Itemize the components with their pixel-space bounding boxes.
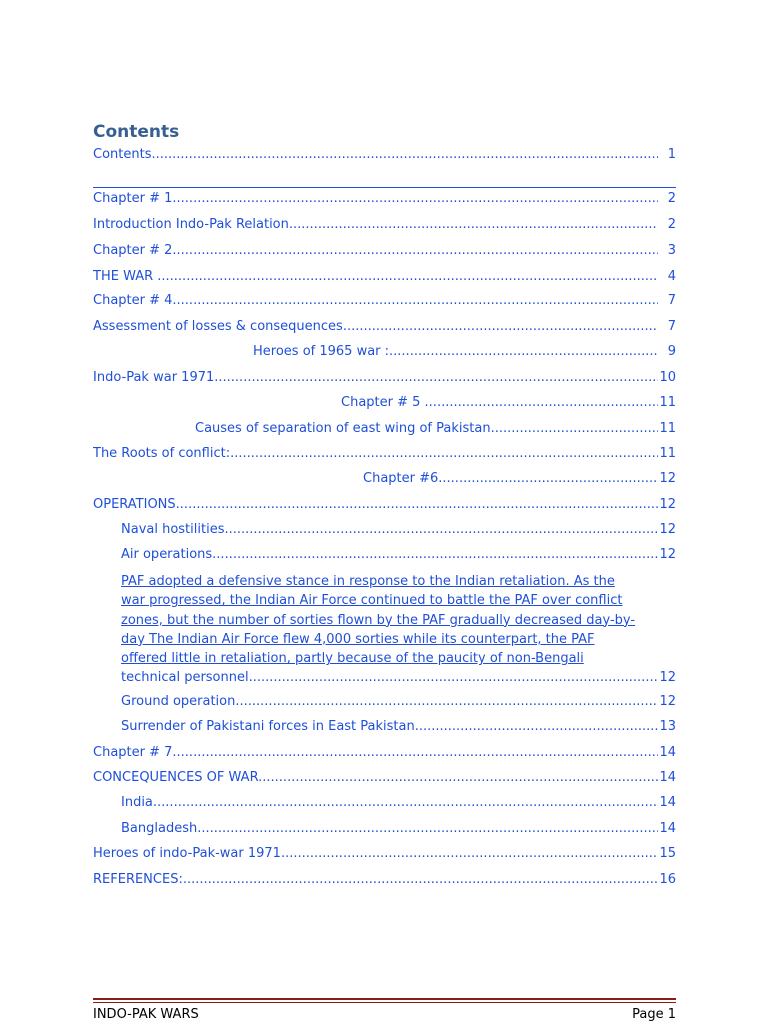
toc-entry-text: Chapter # 2 (93, 243, 173, 258)
toc-entry[interactable] (121, 669, 676, 687)
toc-entry[interactable] (93, 693, 676, 711)
toc-entry-page: 10 (659, 370, 676, 385)
toc-entry[interactable] (93, 718, 676, 736)
toc-entry-leader (93, 521, 658, 539)
toc-entry-page: 1 (667, 147, 676, 162)
toc-entry-text: Chapter # 7 (93, 745, 173, 760)
toc-entry-text: India (93, 795, 153, 810)
toc-entry-page: 12 (659, 471, 676, 486)
toc-entry[interactable] (93, 496, 676, 514)
toc-entry-leader (93, 292, 658, 310)
toc-entry[interactable] (93, 242, 676, 260)
toc-entry-line: offered little in retaliation, partly because of the paucity of non-Bengali (121, 651, 584, 667)
footer-rule-thick (93, 998, 676, 1000)
toc-entry-page: 7 (667, 293, 676, 308)
toc-entry-page: 12 (659, 694, 676, 709)
footer-title: INDO-PAK WARS (93, 1007, 199, 1022)
toc-entry[interactable] (93, 769, 676, 787)
toc-entry-line: PAF adopted a defensive stance in response to the Indian retaliation. As the (121, 574, 615, 589)
toc-entry-leader (93, 845, 658, 863)
toc-entry[interactable] (93, 546, 676, 564)
toc-entry-page: 14 (659, 795, 676, 810)
toc-entry-text: Assessment of losses & consequences (93, 319, 343, 334)
toc-entry-leader (93, 718, 658, 736)
toc-entry-text: Contents (93, 147, 152, 162)
toc-entry[interactable] (93, 445, 676, 463)
toc-entry-leader (93, 871, 658, 889)
toc-entry-text: Air operations (93, 547, 212, 562)
toc-entry-line: zones, but the number of sorties flown by the PAF gradually decreased day-by- (121, 612, 636, 628)
toc-entry-page: 2 (667, 191, 676, 206)
footer-rule-thin (93, 1002, 676, 1003)
toc-entry-page: 3 (667, 243, 676, 258)
toc-entry-text: technical personnel (121, 669, 249, 685)
toc-entry-text: The Roots of conflict: (93, 446, 231, 461)
toc-entry-text: Surrender of Pakistani forces in East Pakistan (93, 719, 415, 734)
toc-entry-page: 12 (659, 522, 676, 537)
toc-entry-page: 9 (667, 344, 676, 359)
toc-entry[interactable] (93, 343, 676, 361)
toc-entry-page: 14 (659, 745, 676, 760)
toc-entry-page: 4 (667, 269, 676, 284)
toc-entry-leader (93, 420, 658, 438)
toc-entry-leader (93, 546, 658, 564)
toc-entry-text: THE WAR (93, 269, 158, 284)
toc-entry-text: Naval hostilities (93, 522, 224, 537)
footer-page-number: Page 1 (632, 1007, 676, 1022)
toc-entry-text: Chapter # 1 (93, 191, 173, 206)
toc-entry[interactable] (93, 470, 676, 488)
toc-entry[interactable] (93, 318, 676, 336)
toc-entry[interactable] (93, 146, 676, 164)
toc-entry[interactable] (93, 190, 676, 208)
toc-entry[interactable] (93, 292, 676, 310)
toc-entry-line: day The Indian Air Force flew 4,000 sorties while its counterpart, the PAF (121, 631, 595, 647)
toc-entry-leader (93, 794, 658, 812)
toc-entry[interactable] (93, 744, 676, 762)
toc-entry-leader (93, 242, 658, 260)
toc-entry[interactable] (93, 420, 676, 438)
toc-entry-text: CONCEQUENCES OF WAR (93, 770, 259, 785)
toc-entry-page: 2 (667, 217, 676, 232)
toc-entry-leader (93, 343, 658, 361)
toc-entry-page: 12 (659, 669, 676, 685)
toc-entry-text: Ground operation (93, 694, 235, 709)
toc-entry-leader (93, 470, 658, 488)
toc-entry-leader (93, 744, 658, 762)
toc-entry-leader (93, 146, 658, 164)
toc-entry-page: 11 (659, 421, 676, 436)
toc-entry-leader (93, 769, 658, 787)
toc-entry-page: 7 (667, 319, 676, 334)
toc-entry-leader (93, 496, 658, 514)
toc-entry[interactable] (93, 820, 676, 838)
toc-entry-text: Chapter # 4 (93, 293, 173, 308)
toc-entry-page: 14 (659, 821, 676, 836)
toc-entry-page: 12 (659, 547, 676, 562)
toc-entry-multiline[interactable] (121, 572, 676, 668)
toc-entry[interactable] (93, 394, 676, 412)
toc-entry[interactable] (93, 268, 676, 286)
toc-entry[interactable] (93, 369, 676, 387)
toc-entry-leader (93, 268, 658, 286)
toc-entry-leader (93, 318, 658, 336)
toc-entry[interactable] (93, 216, 676, 234)
toc-blank-line-rule (93, 187, 676, 188)
toc-entry-leader (93, 190, 658, 208)
toc-entry-text: Indo-Pak war 1971 (93, 370, 215, 385)
toc-entry[interactable] (93, 871, 676, 889)
toc-entry-leader (93, 820, 658, 838)
toc-entry-line: war progressed, the Indian Air Force continued to battle the PAF over conflict (121, 593, 623, 609)
toc-entry[interactable] (93, 521, 676, 539)
toc-entry-text: Chapter #6 (93, 471, 438, 486)
toc-entry-text: Introduction Indo-Pak Relation (93, 217, 289, 232)
toc-entry[interactable] (93, 794, 676, 812)
toc-entry-text: Heroes of indo-Pak-war 1971 (93, 846, 281, 861)
toc-entry-text: Causes of separation of east wing of Pakistan (93, 421, 491, 436)
toc-entry-text: Chapter # 5 (93, 395, 425, 410)
toc-entry-text: OPERATIONS (93, 497, 176, 512)
toc-entry-leader (93, 693, 658, 711)
toc-entry-page: 14 (659, 770, 676, 785)
toc-heading: Contents (93, 122, 180, 142)
toc-entry-text: Heroes of 1965 war : (93, 344, 389, 359)
toc-entry-leader (121, 669, 658, 687)
toc-entry-leader (93, 369, 658, 387)
toc-entry-page: 15 (659, 846, 676, 861)
toc-entry-leader (93, 216, 658, 234)
toc-entry-page: 16 (659, 872, 676, 887)
toc-entry[interactable] (93, 845, 676, 863)
toc-entry-page: 11 (659, 395, 676, 410)
toc-entry-page: 12 (659, 497, 676, 512)
toc-entry-text: Bangladesh (93, 821, 197, 836)
toc-entry-page: 11 (659, 446, 676, 461)
toc-entry-leader (93, 394, 658, 412)
toc-entry-page: 13 (659, 719, 676, 734)
toc-entry-leader (93, 445, 658, 463)
toc-entry-text: REFERENCES: (93, 872, 183, 887)
